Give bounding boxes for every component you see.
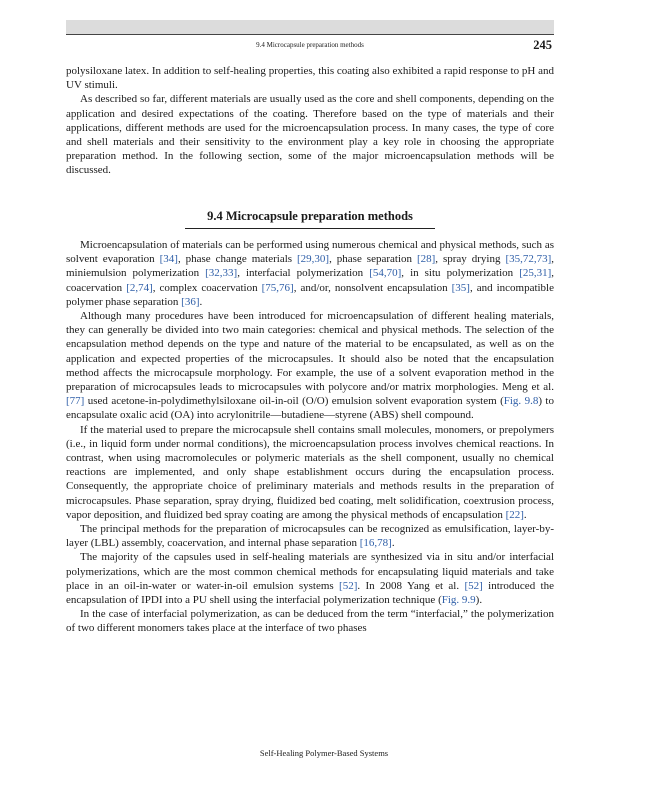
paragraph bbox=[66, 607, 554, 635]
section-title: 9.4 Microcapsule preparation methods bbox=[185, 209, 435, 229]
text-run: . bbox=[391, 537, 395, 550]
intro-text bbox=[66, 64, 554, 178]
paragraph bbox=[66, 423, 554, 522]
citation-link[interactable]: [16,78] bbox=[359, 537, 392, 550]
running-title: 9.4 Microcapsule preparation methods bbox=[256, 41, 364, 49]
citation-link[interactable]: [29,30] bbox=[297, 253, 330, 266]
text-run: , and/or, nonsolvent encapsulation bbox=[293, 281, 452, 294]
text-run: , miniemulsion polymerization bbox=[66, 253, 555, 280]
text-run: , phase separation bbox=[329, 253, 417, 266]
text-run: , coacervation bbox=[66, 267, 555, 294]
figure-link[interactable]: Fig. 9.8 bbox=[503, 395, 539, 408]
citation-link[interactable]: [35,72,73] bbox=[505, 253, 552, 266]
citation-link[interactable]: [77] bbox=[66, 395, 85, 408]
text-run: The majority of the capsules used in self-healing materials are synthesized via in situ and/or interfacial polymerizations, which are the most common chemical methods for encapsulating liquid materials and take place in an oil-in-water or water-in-oil emulsion systems bbox=[66, 551, 554, 592]
figure-link[interactable]: Fig. 9.9 bbox=[441, 594, 476, 607]
citation-link[interactable]: [34] bbox=[159, 253, 178, 266]
text-run: In the case of interfacial polymerization, as can be deduced from the term “interfacial,” the polymerization of two different monomers takes place at the interface of two phases bbox=[66, 608, 554, 635]
citation-link[interactable]: [36] bbox=[181, 295, 200, 308]
citation-link[interactable]: [25,31] bbox=[519, 267, 552, 280]
text-run: , in situ polymerization bbox=[401, 267, 520, 280]
citation-link[interactable]: [28] bbox=[416, 253, 436, 266]
text-run: , spray drying bbox=[435, 253, 506, 266]
paragraph bbox=[66, 238, 554, 309]
citation-link[interactable]: [52] bbox=[464, 579, 483, 592]
text-run: . In 2008 Yang et al. bbox=[357, 579, 465, 592]
citation-link[interactable]: [52] bbox=[339, 579, 358, 592]
text-run: . bbox=[199, 295, 203, 308]
text-run: ) to encapsulate oxalic acid (OA) into acrylonitrile—butadiene—styrene (ABS) shell compound. bbox=[66, 395, 554, 422]
text-run: ). bbox=[475, 594, 483, 607]
text-run: , interfacial polymerization bbox=[237, 267, 370, 280]
header-rule bbox=[66, 34, 554, 35]
paragraph bbox=[66, 522, 554, 550]
paragraph bbox=[66, 550, 554, 607]
text-run: Although many procedures have been introduced for microencapsulation of different healing materials, they can generally be divided into two main categories: chemical and physical methods. The selection of the encapsulation method depends on the type and nature of the material to be encapsulated, as well as on the application and expected properties of the microcapsules. It should also be noted that the encapsulation method affects the microcapsule morphology. For example, the use of a solvent evaporation method in the preparation of microcapsules leads to microcapsules with polycore and/or matrix morphologies. Meng et al. bbox=[66, 310, 554, 394]
text-run: The principal methods for the preparation of microcapsules can be recognized as emulsification, layer-by-layer (LBL) assembly, coacervation, and internal phase separation bbox=[66, 523, 554, 550]
citation-link[interactable]: [75,76] bbox=[261, 281, 294, 294]
citation-link[interactable]: [32,33] bbox=[205, 267, 238, 280]
citation-link[interactable]: [54,70] bbox=[369, 267, 402, 280]
text-run: introduced the encapsulation of IPDI into a PU shell using the interfacial polymerization technique ( bbox=[66, 579, 554, 607]
page-number: 245 bbox=[533, 38, 552, 52]
citation-link[interactable]: [35] bbox=[451, 281, 470, 294]
citation-link[interactable]: [2,74] bbox=[126, 281, 153, 294]
section-heading bbox=[66, 205, 554, 229]
text-run: , phase change materials bbox=[177, 253, 298, 266]
footer-book-title: Self-Healing Polymer-Based Systems bbox=[259, 748, 389, 758]
text-run: Microencapsulation of materials can be performed using numerous chemical and physical methods, such as solvent evaporation bbox=[66, 239, 554, 266]
text-run: , and incompatible polymer phase separation bbox=[66, 281, 555, 308]
paragraph: polysiloxane latex. In addition to self-healing properties, this coating also exhibited a rapid response to pH and UV stimuli. bbox=[66, 65, 554, 92]
text-run: used acetone-in-polydimethylsiloxane oil-in-oil (O/O) emulsion solvent evaporation system ( bbox=[84, 395, 504, 408]
running-head bbox=[66, 38, 554, 54]
paragraph bbox=[66, 309, 554, 423]
text-run: , complex coacervation bbox=[152, 281, 262, 294]
citation-link[interactable]: [22] bbox=[505, 508, 524, 521]
header-bar bbox=[66, 20, 554, 34]
section-body bbox=[66, 238, 554, 636]
paragraph: As described so far, different materials are usually used as the core and shell components, depending on the application and desired expectations of the coating. Therefore based on the type of materials and their applications, different methods are used for the microencapsulation process. In many cases, the type of core and shell materials and their sensitivity to the environment play a key role in choosing the appropriate preparation method. In the following section, some of the major microencapsulation methods will be discussed. bbox=[66, 93, 554, 177]
text-run: . bbox=[523, 508, 527, 521]
text-run: If the material used to prepare the microcapsule shell contains small molecules, monomers, or prepolymers (i.e., in liquid form under normal conditions), the microencapsulation process involves chemical reactions. In contrast, when using macromolecules or polymeric materials as the shell component, usually no chemical reactions are implemented, and only shape establishment occurs during the encapsulation process. Consequently, the appropriate choice of preliminary materials and methods results in the preparation of microcapsules. Phase separation, spray drying, fluidized bed coating, melt solidification, coextrusion process, vapor deposition, and fluidized bed spray coating are among the physical methods of encapsulation bbox=[66, 423, 554, 521]
